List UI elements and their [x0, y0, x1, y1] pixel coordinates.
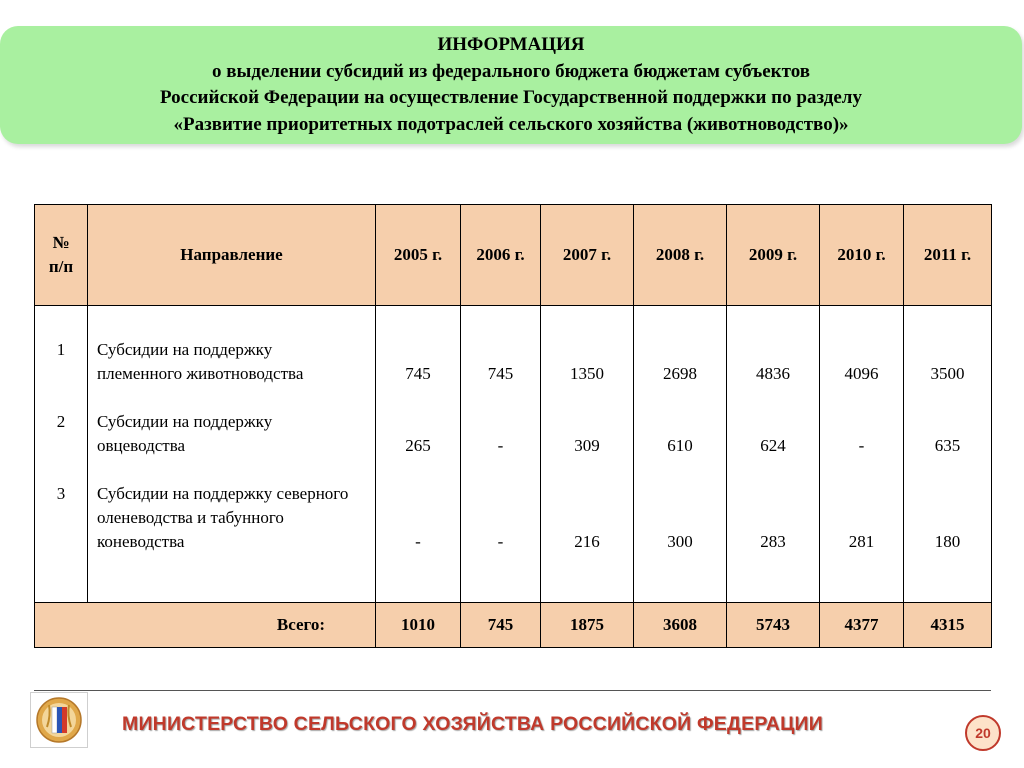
value-cell: 2698: [663, 364, 697, 383]
header-year-2007: 2007 г.: [541, 205, 634, 306]
page-number-badge: 20: [965, 715, 1001, 751]
value-column-2006: [461, 306, 541, 603]
total-label: Всего:: [35, 603, 376, 648]
total-cell: 1875: [541, 603, 634, 648]
value-cell: -: [415, 532, 421, 551]
value-cell: 309: [574, 436, 600, 455]
row-num: 2: [56, 412, 66, 431]
row-num: 3: [56, 484, 66, 503]
total-cell: 1010: [376, 603, 461, 648]
row-num: 1: [56, 340, 66, 359]
value-cell: 300: [667, 532, 693, 551]
value-cell: 281: [848, 532, 875, 551]
value-cell: 745: [487, 364, 514, 383]
total-cell: 5743: [727, 603, 820, 648]
value-cell: 635: [934, 436, 961, 455]
header-year-2006: 2006 г.: [461, 205, 541, 306]
value-cell: -: [858, 436, 865, 455]
value-column-2011: [904, 306, 992, 603]
value-cell: 265: [405, 436, 431, 455]
ministry-emblem-icon: [30, 692, 88, 748]
value-cell: 4096: [844, 364, 879, 383]
row-direction: Субсидии на поддержку племенного животноводства: [97, 340, 304, 383]
header-year-2011: 2011 г.: [904, 205, 992, 306]
header-num: № п/п: [35, 205, 88, 306]
header-direction: Направление: [88, 205, 376, 306]
value-cell: 3500: [930, 364, 965, 383]
header-year-2008: 2008 г.: [634, 205, 727, 306]
title-banner: [0, 26, 1022, 144]
value-cell: 4836: [756, 364, 790, 383]
ministry-name: МИНИСТЕРСТВО СЕЛЬСКОГО ХОЗЯЙСТВА РОССИЙСКОЙ ФЕДЕРАЦИИ: [122, 713, 823, 735]
title-line-1: ИНФОРМАЦИЯ: [437, 34, 585, 55]
value-column-2009: [727, 306, 820, 603]
title-line-4: «Развитие приоритетных подотраслей сельского хозяйства (животноводство)»: [173, 113, 849, 135]
footer-divider: [34, 690, 991, 691]
total-cell: 4315: [904, 603, 992, 648]
table-body-row: [35, 306, 992, 603]
total-cell: 3608: [634, 603, 727, 648]
total-row: [35, 603, 992, 648]
value-cell: 283: [760, 532, 786, 551]
direction-column: [88, 306, 376, 603]
value-cell: 216: [574, 532, 600, 551]
total-cell: 4377: [820, 603, 904, 648]
value-cell: 1350: [570, 364, 604, 383]
header-year-2005: 2005 г.: [376, 205, 461, 306]
value-column-2007: [541, 306, 634, 603]
header-year-2009: 2009 г.: [727, 205, 820, 306]
value-cell: -: [497, 436, 504, 455]
subsidies-table: [34, 204, 992, 648]
value-cell: -: [497, 532, 504, 551]
table-header-row: [35, 205, 992, 306]
value-cell: 610: [667, 436, 693, 455]
value-cell: 624: [760, 436, 786, 455]
row-direction: Субсидии на поддержку овцеводства: [97, 412, 273, 455]
value-column-2010: [820, 306, 904, 603]
value-column-2008: [634, 306, 727, 603]
title-line-3: Российской Федерации на осуществление Государственной поддержки по разделу: [160, 87, 862, 108]
header-year-2010: 2010 г.: [820, 205, 904, 306]
title-line-2: о выделении субсидий из федерального бюджета бюджетам субъектов: [211, 60, 810, 82]
num-column: [35, 306, 88, 603]
row-direction: Субсидии на поддержку северного оленеводства и табунного коневодства: [97, 484, 349, 551]
value-column-2005: [376, 306, 461, 603]
value-cell: 180: [934, 532, 961, 551]
value-cell: 745: [405, 364, 431, 383]
total-cell: 745: [461, 603, 541, 648]
